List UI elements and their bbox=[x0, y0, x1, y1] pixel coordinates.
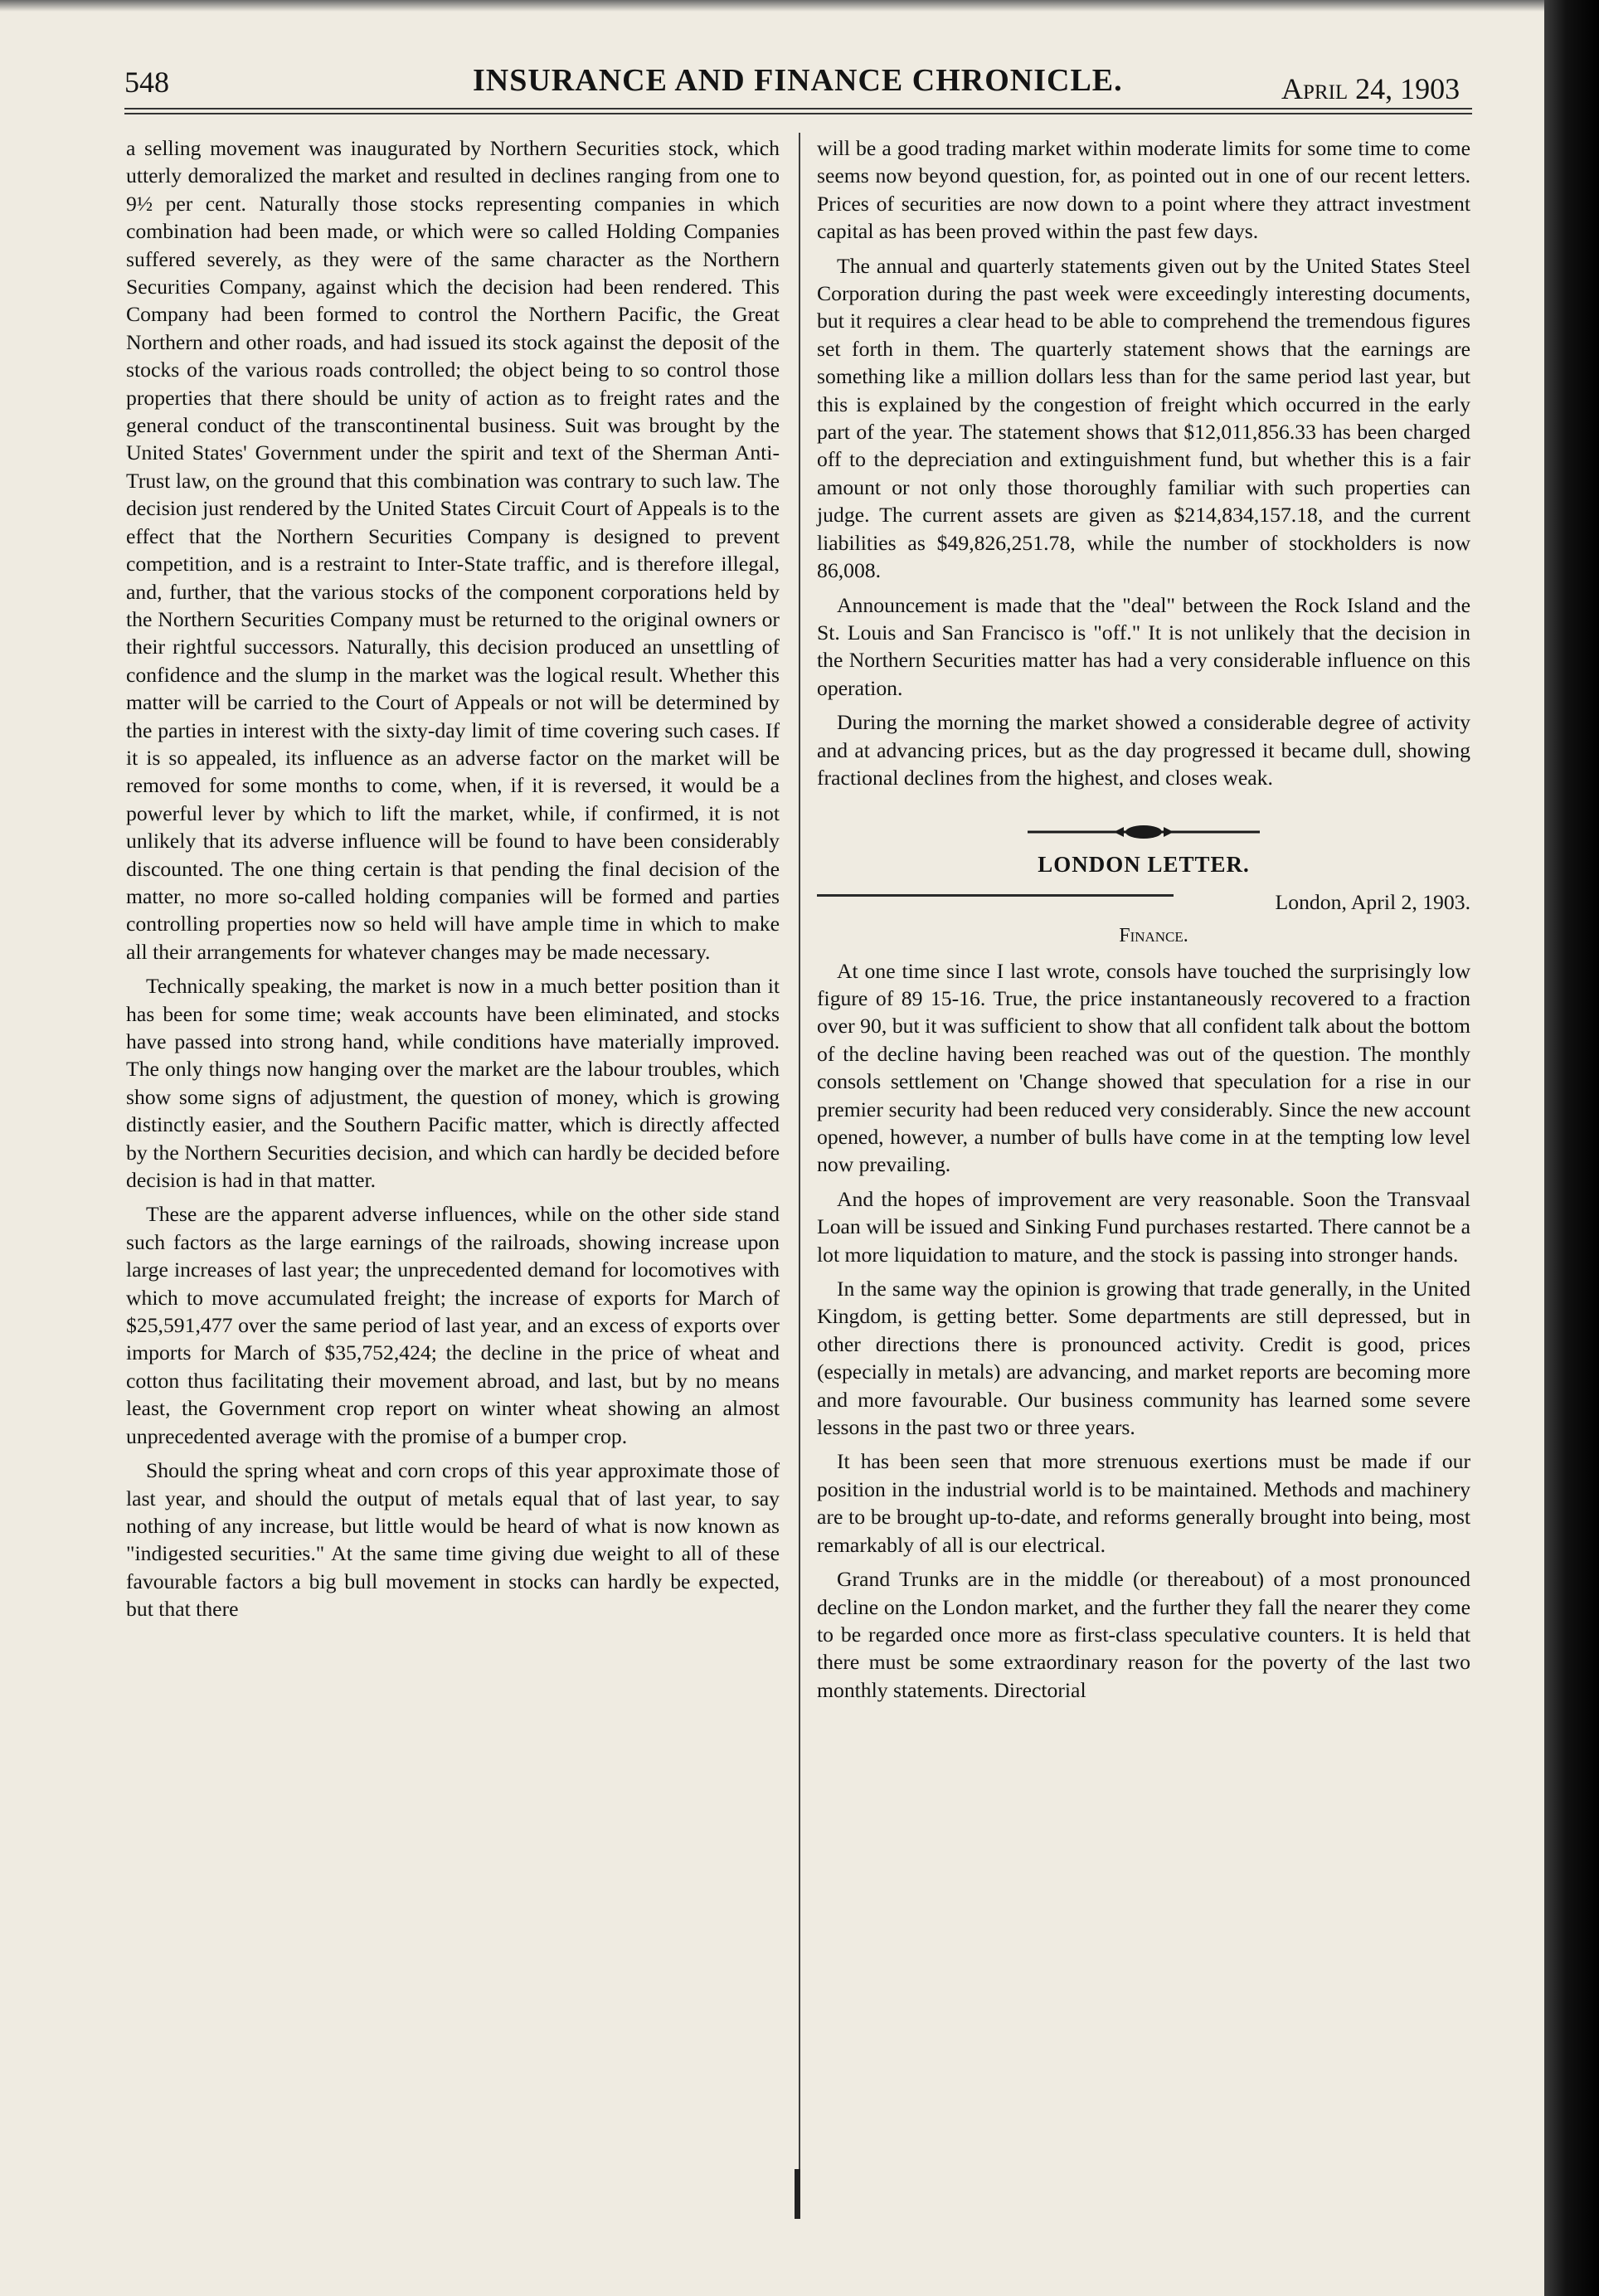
dateline: London, April 2, 1903. bbox=[1275, 889, 1470, 914]
page-edge-shadow bbox=[1544, 0, 1599, 2296]
header-rule-top bbox=[124, 108, 1472, 109]
left-paragraph: Technically speaking, the market is now in a much better position than it has been for some time; weak accounts have been eliminated, and stocks have passed into strong hand, while conditions have materially improved. The only things now hanging over the market are the labour troubles, which show some signs of adjustment, the question of money, which is growing distinctly easier, and the Southern Pacific matter, which is directly affected by the Northern Securities decision, and which can hardly be decided before decision is had in that matter. bbox=[126, 974, 780, 1193]
left-column bbox=[126, 134, 780, 1630]
london-paragraph: Grand Trunks are in the middle (or thereabout) of a most pronounced decline on the London market, and the further they fall the nearer they come to be regarded once more as first-class speculative counters. It is held that there must be some extraordinary reason for the poverty of the last two monthly statements. Directorial bbox=[817, 1567, 1470, 1702]
left-paragraph: These are the apparent adverse influences, while on the other side stand such factors as the large earnings of the railroads, showing increase upon large increases of last year; the unprecedented demand for locomotives with which to move accumulated freight; the increase of exports for March of $25,591,477 over the same period of last year, and an excess of exports over imports for March of $35,752,424; the decline in the price of wheat and cotton thus facilitating their movement abroad, and last, but by no means least, the Government crop report on winter wheat showing an almost unprecedented average with the promise of a bumper crop. bbox=[126, 1202, 780, 1448]
subhead: Finance. bbox=[1119, 925, 1188, 947]
header-rule-bottom bbox=[124, 113, 1472, 114]
section-title: LONDON LETTER. bbox=[1038, 852, 1250, 878]
right-paragraph: will be a good trading market within moderate limits for some time to come seems now beyond question, for, as pointed out in one of our recent letters. Prices of securities are now down to a point where they attract investment capital as has been proved within the past few days. bbox=[817, 136, 1470, 244]
right-paragraph: The annual and quarterly statements given out by the United States Steel Corporation during the past week were exceedingly interesting documents, but it requires a clear head to be able to comprehend the tremendous figures set forth in them. The quarterly statement shows that the earnings are something like a million dollars less than for the same period last year, but this is explained by the congestion of freight which occurred in the early part of the year. The statement shows that $12,011,856.33 has been charged off to the depreciation and extinguishment fund, but whether this is a fair amount or not only those thoroughly familiar with such properties can judge. The current assets are given as $214,834,157.18, and the current liabilities as $49,826,251.78, while the number of stockholders is now 86,008. bbox=[817, 253, 1470, 583]
right-column bbox=[817, 134, 1470, 1710]
page-top-shadow bbox=[0, 0, 1544, 12]
right-paragraph: During the morning the market showed a considerable degree of activity and at advancing prices, but as the day progressed it became dull, showing fractional declines from the highest, and closes weak. bbox=[817, 710, 1470, 790]
publication-title: INSURANCE AND FINANCE CHRONICLE. bbox=[473, 63, 1123, 98]
london-paragraph: In the same way the opinion is growing that trade generally, in the United Kingdom, is getting better. Some departments are still depressed, but in other directions there is pronounced activity. Credit is good, prices (especially in metals) are advancing, and market reports are becoming more and more favourable. Our business community has learned some severe lessons in the past two or three years. bbox=[817, 1277, 1470, 1440]
section-ornament-icon bbox=[1028, 823, 1260, 841]
london-paragraph: At one time since I last wrote, consols have touched the surprisingly low figure of 89 15-16. True, the price instantaneously recovered to a fraction over 90, but it was sufficient to show that all confident talk about the bottom of the decline having been reached was out of the question. The monthly consols settlement on 'Change showed that speculation for a rise in our premier security had been reduced very considerably. Since the new account opened, however, a number of bulls have come in at the tempting low level now prevailing. bbox=[817, 958, 1470, 1177]
page-number: 548 bbox=[124, 66, 169, 99]
right-paragraph: Announcement is made that the "deal" between the Rock Island and the St. Louis and San Francisco is "off." It is not unlikely that the decision in the Northern Securities matter has had a very considerable influence on this operation. bbox=[817, 592, 1470, 700]
london-paragraph: And the hopes of improvement are very reasonable. Soon the Transvaal Loan will be issued and Sinking Fund purchases restarted. There cannot be a lot more liquidation to mature, and the stock is passing into stronger hands. bbox=[817, 1186, 1470, 1267]
issue-date: April 24, 1903 bbox=[1281, 72, 1460, 105]
left-paragraph: a selling movement was inaugurated by Northern Securities stock, which utterly demoralized the market and resulted in declines ranging from one to 9½ per cent. Naturally those stocks representing companies in which combination had been made, or which were so called Holding Companies suffered severely, as they were of the same character as the Northern Securities Company, against which the decision had been rendered. This Company had been formed to control the Northern Pacific, the Great Northern and other roads, and had issued its stock against the deposit of the stocks of the various roads controlled; the object being to so control those properties that there should be unity of action as to freight rates and the general conduct of the transcontinental business. Suit was brought by the United States' Government under the spirit and text of the Sherman Anti-Trust law, on the ground that this combination was contrary to such law. The decision just rendered by the United States Circuit Court of Appeals is to the effect that the Northern Securities Company is designed to prevent competition, and is a restraint to Inter-State traffic, and is therefore illegal, and, further, that the various stocks of the component corporations held by the Northern Securities Company must be returned to the original owners or their rightful successors. Naturally, this decision produced an unsettling of confidence and the slump in the market was the logical result. Whether this matter will be carried to the Court of Appeals or not will be determined by the parties in interest with the sixty-day limit of time covering such cases. If it is so appealed, its influence as an adverse factor on the market will be removed for some months to come, when, if it is reversed, it would be a powerful lever by which to lift the market, while, if confirmed, it is not unlikely that its adverse influence will be found to have been considerably discounted. The one thing certain is that pending the final decision of the matter, no more so-called holding companies will be formed and parties controlling properties now so held will have ample time in which to make all their arrangements for whatever changes may be made necessary. bbox=[126, 136, 780, 964]
london-paragraph: It has been seen that more strenuous exertions must be made if our position in the industrial world is to be maintained. Methods and machinery are to be brought up-to-date, and reforms generally brought into being, most remarkably of all is our electrical. bbox=[817, 1449, 1470, 1557]
left-paragraph: Should the spring wheat and corn crops of this year approximate those of last year, and should the output of metals equal that of last year, to say nothing of any increase, but little would be heard of what is now known as "indigested securities." At the same time giving due weight to all of these favourable factors a big bull movement in stocks can hardly be expected, but that there bbox=[126, 1458, 780, 1622]
column-divider bbox=[799, 133, 800, 2169]
column-divider-end bbox=[795, 2169, 800, 2219]
